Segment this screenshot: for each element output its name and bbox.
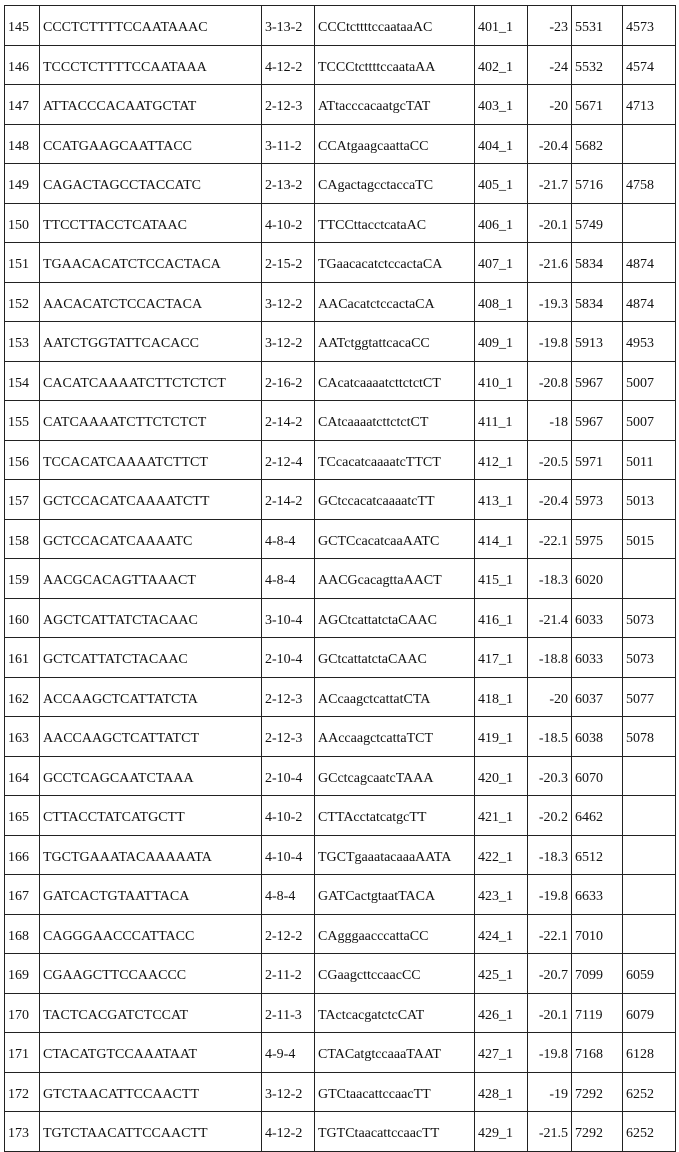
position-1-cell: 5532 (572, 45, 623, 85)
position-1-cell: 6037 (572, 677, 623, 717)
table-row (5, 559, 676, 599)
design-cell: 2-14-2 (262, 401, 315, 441)
oligo-name-cell: 404_1 (475, 124, 528, 164)
delta-g-cell: -21.6 (528, 243, 572, 283)
position-1-cell: 7292 (572, 1072, 623, 1112)
delta-g-cell: -18.3 (528, 559, 572, 599)
sequence-cell: CCATGAAGCAATTACC (40, 124, 262, 164)
modified-sequence-cell: GCTCcacatcaaAATC (315, 519, 475, 559)
position-1-cell: 5749 (572, 203, 623, 243)
row-id-cell: 163 (5, 717, 40, 757)
position-2-cell (623, 756, 676, 796)
table-row (5, 717, 676, 757)
position-1-cell: 6512 (572, 835, 623, 875)
design-cell: 4-10-2 (262, 203, 315, 243)
table-row (5, 519, 676, 559)
position-2-cell: 4573 (623, 6, 676, 46)
position-1-cell: 5716 (572, 164, 623, 204)
row-id-cell: 145 (5, 6, 40, 46)
position-2-cell: 4874 (623, 282, 676, 322)
sequence-cell: AACCAAGCTCATTATCT (40, 717, 262, 757)
position-2-cell: 5013 (623, 480, 676, 520)
delta-g-cell: -20.1 (528, 993, 572, 1033)
oligo-name-cell: 408_1 (475, 282, 528, 322)
oligo-name-cell: 415_1 (475, 559, 528, 599)
modified-sequence-cell: AGCtcattatctaCAAC (315, 598, 475, 638)
row-id-cell: 170 (5, 993, 40, 1033)
delta-g-cell: -18.5 (528, 717, 572, 757)
position-2-cell: 5011 (623, 440, 676, 480)
oligo-name-cell: 416_1 (475, 598, 528, 638)
table-row (5, 677, 676, 717)
position-2-cell (623, 875, 676, 915)
row-id-cell: 166 (5, 835, 40, 875)
design-cell: 2-14-2 (262, 480, 315, 520)
row-id-cell: 162 (5, 677, 40, 717)
design-cell: 2-10-4 (262, 756, 315, 796)
sequence-cell: GATCACTGTAATTACA (40, 875, 262, 915)
delta-g-cell: -19.8 (528, 322, 572, 362)
sequence-cell: TGCTGAAATACAAAAATA (40, 835, 262, 875)
position-1-cell: 5975 (572, 519, 623, 559)
delta-g-cell: -22.1 (528, 519, 572, 559)
position-1-cell: 5671 (572, 85, 623, 125)
modified-sequence-cell: GCctcagcaatcTAAA (315, 756, 475, 796)
modified-sequence-cell: CCCtcttttccaataaAC (315, 6, 475, 46)
table-row (5, 796, 676, 836)
delta-g-cell: -21.5 (528, 1112, 572, 1152)
design-cell: 3-12-2 (262, 1072, 315, 1112)
position-2-cell: 5077 (623, 677, 676, 717)
delta-g-cell: -20.4 (528, 480, 572, 520)
row-id-cell: 150 (5, 203, 40, 243)
delta-g-cell: -23 (528, 6, 572, 46)
modified-sequence-cell: ACcaagctcattatCTA (315, 677, 475, 717)
position-2-cell: 4758 (623, 164, 676, 204)
row-id-cell: 159 (5, 559, 40, 599)
modified-sequence-cell: TGaacacatctccactaCA (315, 243, 475, 283)
table-row (5, 638, 676, 678)
sequence-cell: CGAAGCTTCCAACCC (40, 954, 262, 994)
position-1-cell: 6462 (572, 796, 623, 836)
position-2-cell: 6252 (623, 1112, 676, 1152)
row-id-cell: 158 (5, 519, 40, 559)
row-id-cell: 157 (5, 480, 40, 520)
delta-g-cell: -19.3 (528, 282, 572, 322)
oligo-name-cell: 413_1 (475, 480, 528, 520)
position-1-cell: 6070 (572, 756, 623, 796)
position-1-cell: 5913 (572, 322, 623, 362)
oligo-name-cell: 419_1 (475, 717, 528, 757)
modified-sequence-cell: TActcacgatctcCAT (315, 993, 475, 1033)
position-1-cell: 6020 (572, 559, 623, 599)
oligo-name-cell: 409_1 (475, 322, 528, 362)
sequence-cell: GCTCCACATCAAAATC (40, 519, 262, 559)
table-row (5, 282, 676, 322)
delta-g-cell: -20 (528, 85, 572, 125)
table-row (5, 243, 676, 283)
table-row (5, 1072, 676, 1112)
delta-g-cell: -20.8 (528, 361, 572, 401)
design-cell: 2-12-4 (262, 440, 315, 480)
design-cell: 4-9-4 (262, 1033, 315, 1073)
position-1-cell: 5967 (572, 361, 623, 401)
modified-sequence-cell: TGCTgaaatacaaaAATA (315, 835, 475, 875)
position-2-cell (623, 203, 676, 243)
modified-sequence-cell: GTCtaacattccaacTT (315, 1072, 475, 1112)
row-id-cell: 161 (5, 638, 40, 678)
modified-sequence-cell: AACacatctccactaCA (315, 282, 475, 322)
table-row (5, 401, 676, 441)
position-2-cell (623, 796, 676, 836)
design-cell: 2-12-3 (262, 85, 315, 125)
position-1-cell: 5531 (572, 6, 623, 46)
delta-g-cell: -18.3 (528, 835, 572, 875)
sequence-cell: TTCCTTACCTCATAAC (40, 203, 262, 243)
position-1-cell: 6033 (572, 638, 623, 678)
position-2-cell: 6252 (623, 1072, 676, 1112)
sequence-cell: CTACATGTCCAAATAAT (40, 1033, 262, 1073)
sequence-cell: ACCAAGCTCATTATCTA (40, 677, 262, 717)
design-cell: 2-13-2 (262, 164, 315, 204)
sequence-cell: CAGGGAACCCATTACC (40, 914, 262, 954)
modified-sequence-cell: TCCCtcttttccaataAA (315, 45, 475, 85)
delta-g-cell: -20.1 (528, 203, 572, 243)
position-1-cell: 7168 (572, 1033, 623, 1073)
sequence-cell: AACACATCTCCACTACA (40, 282, 262, 322)
row-id-cell: 146 (5, 45, 40, 85)
position-2-cell: 4874 (623, 243, 676, 283)
sequence-cell: AATCTGGTATTCACACC (40, 322, 262, 362)
sequence-cell: CATCAAAATCTTCTCTCT (40, 401, 262, 441)
oligo-name-cell: 410_1 (475, 361, 528, 401)
design-cell: 4-10-4 (262, 835, 315, 875)
sequence-cell: CACATCAAAATCTTCTCTCT (40, 361, 262, 401)
modified-sequence-cell: GCtcattatctaCAAC (315, 638, 475, 678)
table-row (5, 835, 676, 875)
oligo-name-cell: 428_1 (475, 1072, 528, 1112)
design-cell: 4-12-2 (262, 45, 315, 85)
row-id-cell: 172 (5, 1072, 40, 1112)
design-cell: 4-8-4 (262, 519, 315, 559)
position-2-cell: 6079 (623, 993, 676, 1033)
sequence-cell: AGCTCATTATCTACAAC (40, 598, 262, 638)
oligo-name-cell: 401_1 (475, 6, 528, 46)
sequence-cell: AACGCACAGTTAAACT (40, 559, 262, 599)
position-1-cell: 7119 (572, 993, 623, 1033)
sequence-cell: CCCTCTTTTCCAATAAAC (40, 6, 262, 46)
row-id-cell: 164 (5, 756, 40, 796)
position-1-cell: 5834 (572, 243, 623, 283)
oligo-name-cell: 424_1 (475, 914, 528, 954)
row-id-cell: 171 (5, 1033, 40, 1073)
table-row (5, 203, 676, 243)
row-id-cell: 160 (5, 598, 40, 638)
sequence-cell: TGTCTAACATTCCAACTT (40, 1112, 262, 1152)
row-id-cell: 154 (5, 361, 40, 401)
table-row (5, 756, 676, 796)
oligo-name-cell: 423_1 (475, 875, 528, 915)
modified-sequence-cell: AACGcacagttaAACT (315, 559, 475, 599)
modified-sequence-cell: CAcatcaaaatcttctctCT (315, 361, 475, 401)
design-cell: 3-10-4 (262, 598, 315, 638)
position-1-cell: 7292 (572, 1112, 623, 1152)
modified-sequence-cell: CAgggaacccattaCC (315, 914, 475, 954)
oligo-name-cell: 418_1 (475, 677, 528, 717)
modified-sequence-cell: CAtcaaaatcttctctCT (315, 401, 475, 441)
modified-sequence-cell: TCcacatcaaaatcTTCT (315, 440, 475, 480)
oligo-name-cell: 406_1 (475, 203, 528, 243)
position-1-cell: 6633 (572, 875, 623, 915)
table-row (5, 6, 676, 46)
design-cell: 4-12-2 (262, 1112, 315, 1152)
table-row (5, 322, 676, 362)
design-cell: 4-8-4 (262, 875, 315, 915)
design-cell: 2-11-3 (262, 993, 315, 1033)
position-1-cell: 5834 (572, 282, 623, 322)
table-row (5, 954, 676, 994)
design-cell: 3-12-2 (262, 282, 315, 322)
oligo-name-cell: 407_1 (475, 243, 528, 283)
design-cell: 2-10-4 (262, 638, 315, 678)
modified-sequence-cell: TGTCtaacattccaacTT (315, 1112, 475, 1152)
table-row (5, 440, 676, 480)
design-cell: 2-12-3 (262, 717, 315, 757)
table-row (5, 85, 676, 125)
table-row (5, 164, 676, 204)
sequence-cell: ATTACCCACAATGCTAT (40, 85, 262, 125)
delta-g-cell: -20.4 (528, 124, 572, 164)
delta-g-cell: -18 (528, 401, 572, 441)
design-cell: 2-15-2 (262, 243, 315, 283)
oligo-name-cell: 417_1 (475, 638, 528, 678)
row-id-cell: 152 (5, 282, 40, 322)
delta-g-cell: -18.8 (528, 638, 572, 678)
position-2-cell: 4713 (623, 85, 676, 125)
table-row (5, 1112, 676, 1152)
sequence-cell: GCTCCACATCAAAATCTT (40, 480, 262, 520)
position-2-cell: 5007 (623, 361, 676, 401)
design-cell: 2-12-2 (262, 914, 315, 954)
position-1-cell: 5971 (572, 440, 623, 480)
modified-sequence-cell: TTCCttacctcataAC (315, 203, 475, 243)
row-id-cell: 173 (5, 1112, 40, 1152)
delta-g-cell: -20 (528, 677, 572, 717)
modified-sequence-cell: CTACatgtccaaaTAAT (315, 1033, 475, 1073)
table-row (5, 993, 676, 1033)
position-2-cell: 6128 (623, 1033, 676, 1073)
modified-sequence-cell: ATtacccacaatgcTAT (315, 85, 475, 125)
modified-sequence-cell: CCAtgaagcaattaCC (315, 124, 475, 164)
delta-g-cell: -19.8 (528, 1033, 572, 1073)
table-row (5, 598, 676, 638)
table-row (5, 124, 676, 164)
position-2-cell: 6059 (623, 954, 676, 994)
row-id-cell: 147 (5, 85, 40, 125)
modified-sequence-cell: GCtccacatcaaaatcTT (315, 480, 475, 520)
position-2-cell (623, 559, 676, 599)
position-1-cell: 7099 (572, 954, 623, 994)
delta-g-cell: -20.3 (528, 756, 572, 796)
row-id-cell: 169 (5, 954, 40, 994)
table-row (5, 875, 676, 915)
position-2-cell: 5078 (623, 717, 676, 757)
sequence-cell: TCCACATCAAAATCTTCT (40, 440, 262, 480)
table-row (5, 45, 676, 85)
row-id-cell: 156 (5, 440, 40, 480)
position-2-cell: 5007 (623, 401, 676, 441)
row-id-cell: 153 (5, 322, 40, 362)
oligo-name-cell: 414_1 (475, 519, 528, 559)
design-cell: 4-8-4 (262, 559, 315, 599)
position-2-cell: 4574 (623, 45, 676, 85)
oligo-name-cell: 411_1 (475, 401, 528, 441)
table-row (5, 1033, 676, 1073)
table-row (5, 914, 676, 954)
position-1-cell: 5967 (572, 401, 623, 441)
row-id-cell: 168 (5, 914, 40, 954)
position-1-cell: 6038 (572, 717, 623, 757)
table-body (5, 6, 676, 1152)
delta-g-cell: -19.8 (528, 875, 572, 915)
table-row (5, 480, 676, 520)
oligo-name-cell: 429_1 (475, 1112, 528, 1152)
position-2-cell: 5073 (623, 598, 676, 638)
oligo-name-cell: 427_1 (475, 1033, 528, 1073)
position-1-cell: 5682 (572, 124, 623, 164)
oligo-name-cell: 426_1 (475, 993, 528, 1033)
design-cell: 4-10-2 (262, 796, 315, 836)
design-cell: 2-16-2 (262, 361, 315, 401)
position-2-cell: 5073 (623, 638, 676, 678)
modified-sequence-cell: AAccaagctcattaTCT (315, 717, 475, 757)
position-1-cell: 5973 (572, 480, 623, 520)
delta-g-cell: -24 (528, 45, 572, 85)
design-cell: 3-13-2 (262, 6, 315, 46)
oligo-sequence-table (4, 5, 676, 1152)
sequence-cell: TACTCACGATCTCCAT (40, 993, 262, 1033)
sequence-cell: CAGACTAGCCTACCATC (40, 164, 262, 204)
modified-sequence-cell: AATctggtattcacaCC (315, 322, 475, 362)
oligo-name-cell: 403_1 (475, 85, 528, 125)
delta-g-cell: -19 (528, 1072, 572, 1112)
oligo-name-cell: 402_1 (475, 45, 528, 85)
oligo-name-cell: 420_1 (475, 756, 528, 796)
row-id-cell: 165 (5, 796, 40, 836)
row-id-cell: 148 (5, 124, 40, 164)
position-1-cell: 7010 (572, 914, 623, 954)
sequence-cell: CTTACCTATCATGCTT (40, 796, 262, 836)
oligo-name-cell: 412_1 (475, 440, 528, 480)
position-2-cell (623, 124, 676, 164)
modified-sequence-cell: GATCactgtaatTACA (315, 875, 475, 915)
oligo-name-cell: 425_1 (475, 954, 528, 994)
design-cell: 3-11-2 (262, 124, 315, 164)
design-cell: 3-12-2 (262, 322, 315, 362)
position-2-cell (623, 914, 676, 954)
position-2-cell: 5015 (623, 519, 676, 559)
sequence-cell: GTCTAACATTCCAACTT (40, 1072, 262, 1112)
oligo-name-cell: 421_1 (475, 796, 528, 836)
sequence-cell: GCCTCAGCAATCTAAA (40, 756, 262, 796)
design-cell: 2-11-2 (262, 954, 315, 994)
modified-sequence-cell: CAgactagcctaccaTC (315, 164, 475, 204)
oligo-name-cell: 405_1 (475, 164, 528, 204)
position-1-cell: 6033 (572, 598, 623, 638)
delta-g-cell: -20.7 (528, 954, 572, 994)
delta-g-cell: -20.2 (528, 796, 572, 836)
delta-g-cell: -22.1 (528, 914, 572, 954)
delta-g-cell: -21.7 (528, 164, 572, 204)
row-id-cell: 155 (5, 401, 40, 441)
row-id-cell: 167 (5, 875, 40, 915)
oligo-name-cell: 422_1 (475, 835, 528, 875)
position-2-cell (623, 835, 676, 875)
design-cell: 2-12-3 (262, 677, 315, 717)
modified-sequence-cell: CGaagcttccaacCC (315, 954, 475, 994)
row-id-cell: 151 (5, 243, 40, 283)
delta-g-cell: -21.4 (528, 598, 572, 638)
row-id-cell: 149 (5, 164, 40, 204)
sequence-cell: TCCCTCTTTTCCAATAAA (40, 45, 262, 85)
delta-g-cell: -20.5 (528, 440, 572, 480)
table-row (5, 361, 676, 401)
modified-sequence-cell: CTTAcctatcatgcTT (315, 796, 475, 836)
position-2-cell: 4953 (623, 322, 676, 362)
sequence-cell: GCTCATTATCTACAAC (40, 638, 262, 678)
sequence-cell: TGAACACATCTCCACTACA (40, 243, 262, 283)
